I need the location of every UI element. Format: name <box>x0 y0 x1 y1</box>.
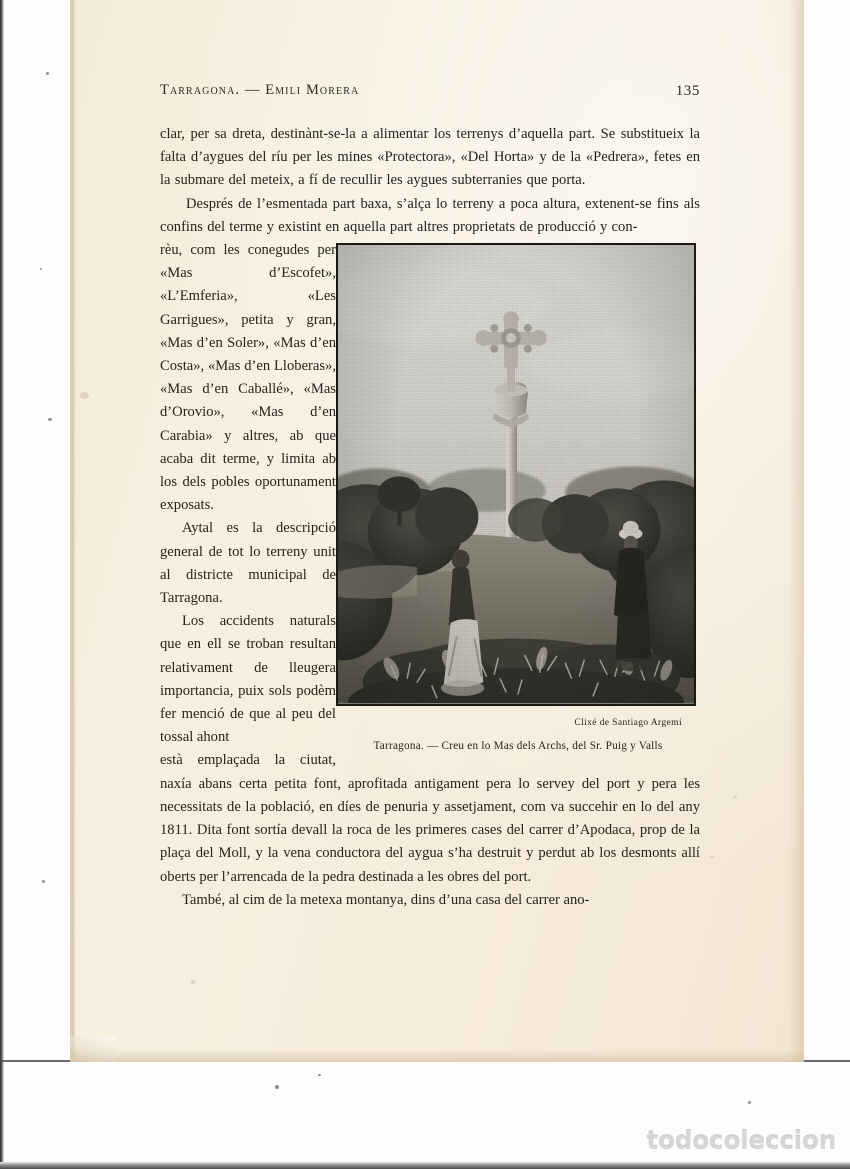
running-head <box>160 82 700 106</box>
paper-foxing-spot <box>710 855 714 858</box>
paper-foxing-spot <box>80 392 89 399</box>
dust-speck <box>318 1074 321 1076</box>
photograph-frame <box>336 243 696 706</box>
page-bottom-shading <box>70 1050 804 1062</box>
wrapped-paragraph-1: rèu, com les conegudes per «Mas d’Escofet», «L’Emferia», «Les Garrigues», petita y gran, «Mas d’en Soler», «Mas d’en Costa», «Mas d’en Lloberas», «Mas d’en Caballé», «Mas d’Orovio», «Mas d’en Carabia» y altres, ab que acaba dit terme, y limita ab los dels pobles oportunament exposats. <box>160 242 336 514</box>
scanner-left-edge <box>0 0 4 1169</box>
paper-foxing-spot <box>190 980 195 984</box>
paragraph-3: està emplaçada la ciutat, naxía abans certa petita font, aprofitada antigament pera lo servey del port y pera les necessitats de la població, en díes de penuria y assetjament, com va succehir en lo del any 1811. Dita font sortía devall la roca de les primeres cases del carrer d’Apodaca, prop de la plaça del Moll, y la vena conductora del aygua s’ha destruit y perdut ab los desmonts allí oberts per l’arrencada de la pedra destinada a les obres del port. <box>160 752 700 885</box>
dust-speck <box>748 1101 751 1104</box>
photo-caption: Tarragona. — Creu en lo Mas dels Archs, del Sr. Puig y Valls <box>373 740 663 753</box>
photo-credit: Clixé de Santiago Argemí <box>574 717 682 729</box>
figure <box>336 243 700 752</box>
scanned-page <box>70 0 804 1062</box>
page-number: 135 <box>675 83 700 99</box>
todocoleccion-watermark: todocoleccion <box>646 1126 836 1155</box>
page-right-shading <box>788 0 804 1062</box>
photograph-image <box>338 245 694 703</box>
page-corner-fold <box>70 1036 116 1062</box>
figure-float-container <box>336 243 700 752</box>
dust-speck <box>46 72 49 75</box>
text-block <box>160 82 700 912</box>
dust-speck <box>275 1085 279 1089</box>
paragraph-4: També, al cim de la metexa montanya, dins d’una casa del carrer ano- <box>182 891 590 908</box>
dust-speck <box>42 880 45 883</box>
paragraph-1: clar, per sa dreta, destinànt-se-la a alimentar los terrenys d’aquella part. Se substitueix la falta d’aygues del ríu per les mines «Protectora», «Del Horta» y de la «Pedrera», fetes en la submare del meteix, a fí de recullir les aygues subterranies que porta. <box>160 126 700 189</box>
wrapped-paragraph-3: Los accidents naturals que en ell se troban resultan relativament de lleugera importancia, puix sols podèm fer menció de que al peu del tossal ahont <box>160 613 336 746</box>
running-head-title: Tarragona. — Emili Morera <box>160 82 360 98</box>
wrapped-paragraph-2: Aytal es la descripció general de tot lo terreny unit al districte municipal de Tarragona. <box>160 520 336 607</box>
scanner-bottom-edge <box>0 1162 850 1169</box>
paper-foxing-spot <box>733 795 737 799</box>
paragraph-2: Després de l’esmentada part baxa, s’alça lo terreny a poca altura, extenent-se fins als confins del terme y existint en aquella part altres proprietats de producció y con- <box>160 195 700 235</box>
dust-speck <box>48 418 52 421</box>
figure-captions <box>336 717 700 752</box>
page-left-shadow <box>72 0 74 1062</box>
dust-speck <box>40 268 42 270</box>
